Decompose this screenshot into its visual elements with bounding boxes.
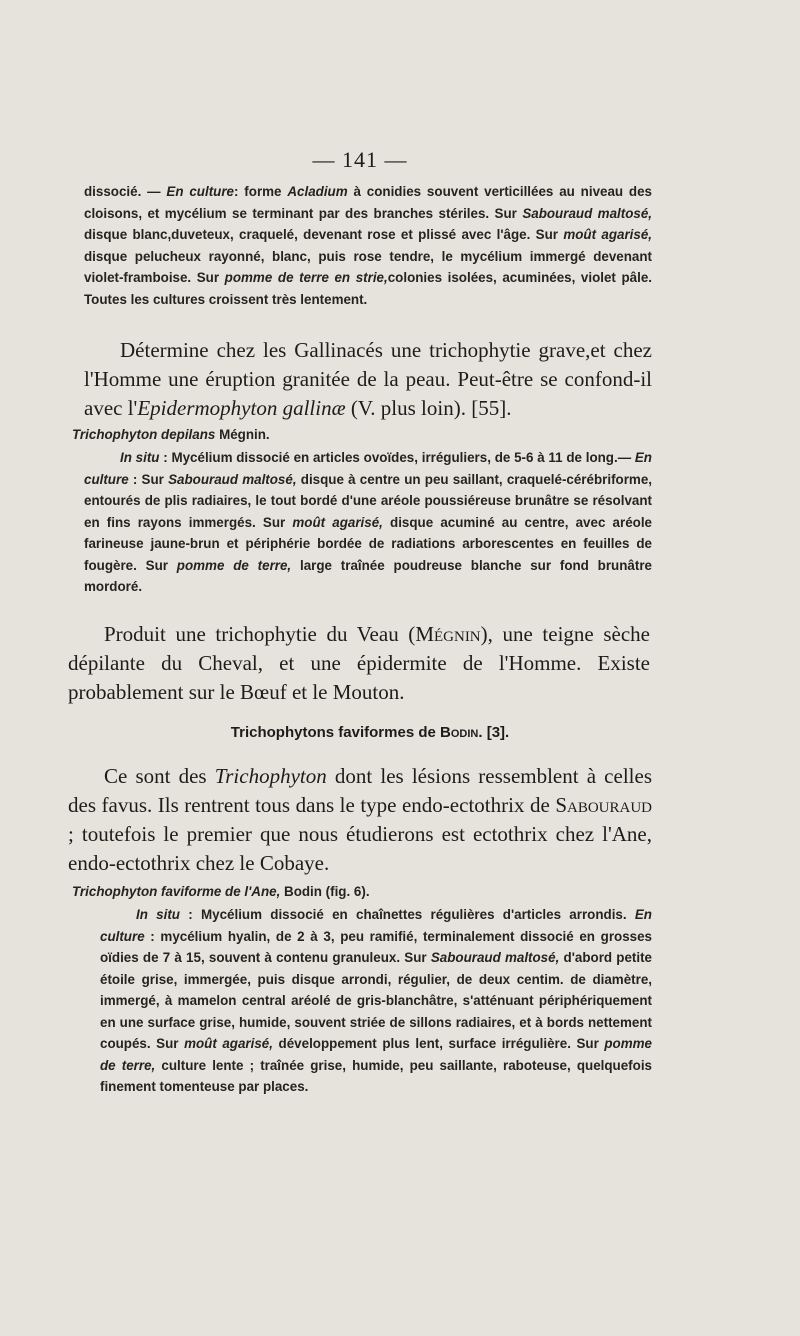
italic-run: Epidermophyton gallinæ [137, 396, 346, 420]
text-run: Ce sont des [104, 764, 215, 788]
italic-run: Trichophyton [214, 764, 327, 788]
text-run: à conidies souvent verticillées au niveau des cloisons, et mycélium se terminant par des branches stériles. Sur [84, 184, 653, 221]
italic-run: In situ [120, 450, 160, 465]
paragraph-ane-description [100, 904, 652, 1098]
text-run: Mégnin. [215, 427, 270, 442]
text-run: colonies isolées, acuminées, violet pâle. Toutes les cultures croissent très lentement. [84, 270, 652, 307]
section-heading-faviformes [0, 724, 740, 741]
italic-run: En culture [84, 450, 652, 487]
smallcaps-run: Mégnin [415, 622, 481, 646]
italic-run: Trichophyton depilans [72, 427, 216, 442]
text-run: Détermine chez les Gallinacés une trichophytie grave,et chez l'Homme une éruption granitée de la peau. Peut-être se confond-il avec l' [84, 338, 652, 420]
italic-run: pomme de terre, [176, 557, 292, 573]
text-run: : Mycélium dissocié en articles ovoïdes, irréguliers, de 5-6 à 11 de long.— [159, 450, 635, 465]
italic-run: Sabouraud maltosé, [522, 205, 653, 221]
text-run: : mycélium hyalin, de 2 à 3, peu ramifié, terminalement dissocié en grosses oïdies de 7 à 15, souvent à contenu granuleux. Sur [100, 928, 652, 965]
text-run: : forme [234, 184, 288, 199]
italic-run: Acladium [287, 184, 348, 199]
text-run: Produit une trichophytie du Veau ( [104, 622, 416, 646]
paragraph-faviformes-intro [68, 762, 652, 878]
italic-run: pomme de terre, [100, 1036, 652, 1073]
italic-run: En culture [100, 907, 652, 944]
text-run: dont les lésions ressemblent à celles des favus. Ils rentrent tous dans le type endo-ectothrix de [68, 764, 652, 817]
italic-run: pomme de terre en strie, [224, 270, 388, 285]
italic-run: moût agarisé, [184, 1036, 273, 1051]
italic-run: En culture [166, 184, 234, 199]
text-run: disque acuminé au centre, avec aréole farineuse jaune-brun et périphérie bordée de radiations arborescentes en feuilles de fougère. Sur [84, 514, 652, 573]
text-run: large traînée poudreuse blanche sur fond brunâtre mordoré. [84, 557, 652, 594]
paragraph-gallinaces [84, 336, 652, 423]
text-run: (V. plus loin). [55]. [345, 396, 512, 420]
species-heading-depilans [72, 424, 640, 446]
italic-run: Trichophyton faviforme de l'Ane, [72, 884, 281, 899]
page-number: — 141 — [312, 147, 408, 172]
italic-run: In situ [136, 907, 180, 922]
italic-run: Sabouraud maltosé, [168, 471, 297, 487]
text-run: d'abord petite étoile grise, immergée, puis disque arrondi, régulier, de deux centim. de diamètre, immergé, à mamelon central aréolé de gris-blanchâtre, s'atténuant périphériquement en une surface grise, humide, souvent striée de sillons radiaires, et à bords nettement coupés. Sur [100, 950, 653, 1051]
text-run: disque blanc,duveteux, craquelé, devenant rose et plissé avec l'âge. Sur [84, 227, 564, 242]
italic-run: moût agarisé, [292, 514, 383, 530]
text-run: développement plus lent, surface irrégulière. Sur [272, 1036, 605, 1051]
text-run: culture lente ; traînée grise, humide, peu saillante, raboteuse, quelquefois finement tomenteuse par places. [100, 1057, 652, 1094]
text-run: : Mycélium dissocié en chaînettes régulières d'articles arrondis. [179, 907, 635, 922]
text-run: disque pelucheux rayonné, blanc, puis rose tendre, le mycélium immergé devenant violet-framboise. Sur [84, 248, 652, 285]
paragraph-culture-description [84, 181, 652, 310]
italic-run: moût agarisé, [563, 227, 652, 242]
species-heading-ane [72, 881, 640, 903]
text-run: : Sur [128, 471, 169, 487]
text-run: . [3]. [478, 724, 510, 741]
paragraph-depilans-description [84, 447, 652, 598]
italic-run: Sabouraud maltosé, [430, 950, 560, 965]
paragraph-veau [68, 620, 650, 707]
smallcaps-run: Sabouraud [555, 793, 652, 817]
text-run: ; toutefois le premier que nous étudierons est ectothrix chez l'Ane, endo-ectothrix chez le Cobaye. [68, 822, 652, 875]
text-run: Bodin (fig. 6). [280, 884, 370, 899]
text-run: disque à centre un peu saillant, craquelé-cérébriforme, entourés de plis radiaires, le tout bordé d'une aréole poussiéreuse brunâtre se résolvant en fins rayons immergés. Sur [84, 471, 652, 530]
text-run: dissocié. — [84, 184, 167, 199]
text-run: ), une teigne sèche dépilante du Cheval, et une épidermite de l'Homme. Existe probablement sur le Bœuf et le Mouton. [68, 622, 650, 704]
smallcaps-run: Bodin [440, 724, 479, 741]
text-run: Trichophytons faviformes de [230, 724, 441, 741]
